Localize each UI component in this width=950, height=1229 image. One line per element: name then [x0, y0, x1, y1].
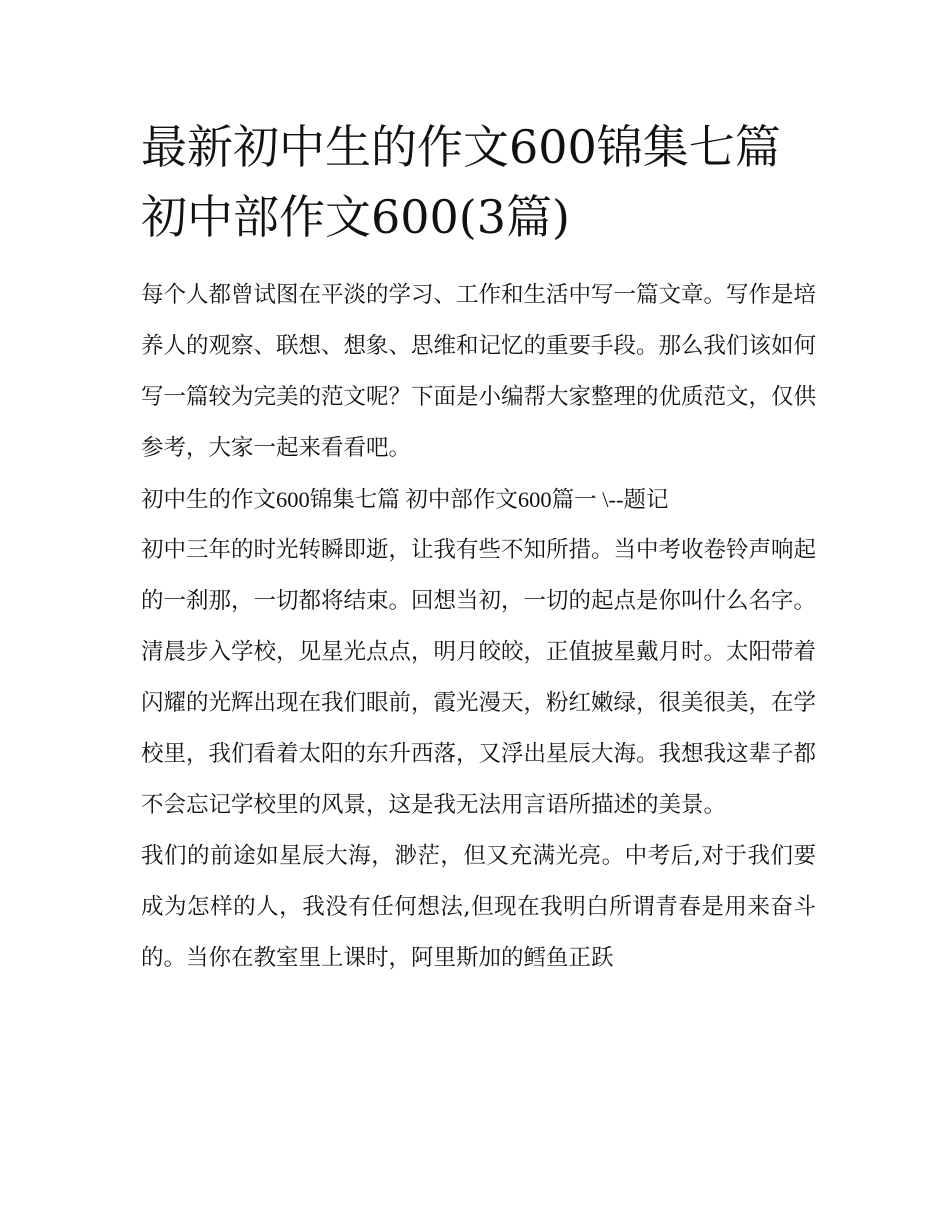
body-paragraph: 我们的前途如星辰大海，渺茫，但又充满光亮。中考后,对于我们要成为怎样的人，我没有任何想法,但现在我明白所谓青春是用来奋斗的。当你在教室里上课时，阿里斯加的鳕鱼正跃 [141, 843, 816, 971]
section-heading: 初中生的作文600锦集七篇 初中部作文600篇一 \--题记 [141, 487, 669, 512]
document-title: 最新初中生的作文600锦集七篇 初中部作文600(3篇) [141, 120, 781, 244]
document-body [141, 270, 816, 984]
body-paragraph: 初中三年的时光转瞬即逝，让我有些不知所措。当中考收卷铃声响起的一刹那，一切都将结束。回想当初，一切的起点是你叫什么名字。 [141, 537, 817, 614]
body-paragraph: 清晨步入学校，见星光点点，明月皎皎，正值披星戴月时。太阳带着闪耀的光辉出现在我们眼前，霞光漫天，粉红嫩绿，很美很美，在学校里，我们看着太阳的东升西落，又浮出星辰大海。我想我这辈子都不会忘记学校里的风景，这是我无法用言语所描述的美景。 [141, 639, 817, 818]
intro-paragraph: 每个人都曾试图在平淡的学习、工作和生活中写一篇文章。写作是培养人的观察、联想、想象、思维和记忆的重要手段。那么我们该如何写一篇较为完美的范文呢？下面是小编帮大家整理的优质范文，仅供参考，大家一起来看看吧。 [141, 282, 817, 461]
document-content [141, 112, 816, 984]
